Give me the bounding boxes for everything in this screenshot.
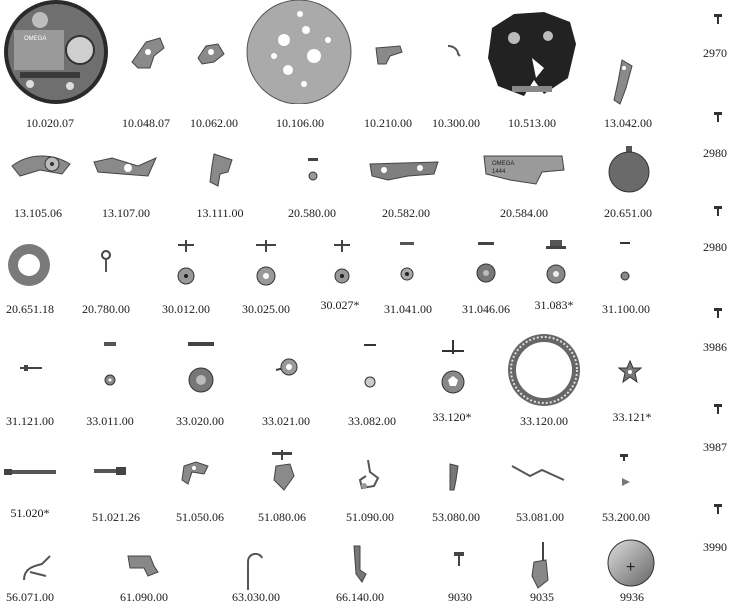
part-66-140-00 — [350, 544, 368, 584]
part-10-062-00 — [196, 40, 226, 66]
side-code: 2980 — [703, 146, 727, 160]
part-53-080-00 — [446, 462, 460, 492]
part-label: 13.111.00 — [196, 206, 244, 220]
part-label: 30.025.00 — [242, 302, 290, 316]
part-31-083 — [544, 238, 568, 286]
part-label: 51.090.00 — [346, 510, 394, 524]
part-31-046-06 — [474, 240, 498, 284]
part-30-027 — [332, 240, 352, 286]
part-30-025-00 — [254, 240, 278, 288]
part-label: 56.071.00 — [6, 590, 54, 604]
part-label: 13.107.00 — [102, 206, 150, 220]
part-label: 20.651.18 — [6, 302, 54, 316]
side-code: 3986 — [703, 340, 727, 354]
part-label: 9030 — [448, 590, 472, 604]
part-label: 10.048.07 — [122, 116, 170, 130]
part-label: 31.041.00 — [384, 302, 432, 316]
part-label: 10.106.00 — [276, 116, 324, 130]
part-label: 53.081.00 — [516, 510, 564, 524]
side-code: 2980 — [703, 240, 727, 254]
part-label: 33.120.00 — [520, 414, 568, 428]
part-label: 10.062.00 — [190, 116, 238, 130]
screw-icon — [714, 14, 722, 24]
part-label: 33.082.00 — [348, 414, 396, 428]
part-label: 33.120* — [432, 410, 472, 424]
part-33-021-00 — [274, 356, 298, 378]
part-label: 33.121* — [612, 410, 652, 424]
part-label: 31.083* — [534, 298, 574, 312]
part-label: 9035 — [530, 590, 554, 604]
part-label: 53.200.00 — [602, 510, 650, 524]
screw-icon — [714, 504, 722, 514]
part-33-020-00 — [186, 340, 216, 394]
part-label: 53.080.00 — [432, 510, 480, 524]
side-code: 3987 — [703, 440, 727, 454]
part-33-011-00 — [102, 340, 118, 388]
part-51-090-00 — [356, 458, 382, 492]
part-9936-battery — [606, 538, 656, 588]
part-10-106-00-mainplate — [244, 0, 354, 104]
part-label: 31.100.00 — [602, 302, 650, 316]
svg-text:1444: 1444 — [492, 169, 506, 175]
part-51-020-stem — [4, 468, 56, 476]
part-label: 51.080.06 — [258, 510, 306, 524]
part-31-100-00 — [618, 240, 632, 284]
part-13-107-00 — [92, 154, 158, 180]
part-label: 20.582.00 — [382, 206, 430, 220]
part-56-071-00-spring — [20, 552, 54, 584]
part-33-082-00 — [362, 340, 378, 390]
part-20-584-00 — [482, 150, 566, 186]
part-63-030-00-wire — [244, 548, 266, 592]
part-label: 10.300.00 — [432, 116, 480, 130]
screw-icon — [714, 404, 722, 414]
part-20-651-18-ring — [6, 242, 52, 288]
part-51-050-06 — [180, 460, 210, 486]
part-53-081-00-spring — [510, 462, 566, 482]
part-13-111-00 — [206, 152, 236, 188]
part-33-121-star — [618, 360, 642, 384]
part-9035 — [528, 540, 552, 590]
side-code: 2970 — [703, 46, 727, 60]
part-61-090-00 — [126, 552, 160, 580]
svg-text:OMEGA: OMEGA — [24, 36, 47, 42]
part-label: 33.021.00 — [262, 414, 310, 428]
part-label: 33.020.00 — [176, 414, 224, 428]
part-51-021-26-stem — [94, 466, 126, 476]
part-20-780-00 — [100, 250, 112, 274]
part-label: 61.090.00 — [120, 590, 168, 604]
part-label: 31.046.06 — [462, 302, 510, 316]
part-10-048-07 — [128, 34, 168, 72]
svg-text:+: + — [626, 559, 636, 576]
side-code: 3990 — [703, 540, 727, 554]
part-20-580-00 — [306, 156, 320, 182]
part-10-210-00 — [374, 44, 404, 66]
part-label: 20.580.00 — [288, 206, 336, 220]
part-51-080-06 — [268, 450, 298, 492]
screw-icon — [714, 206, 722, 216]
part-label: 13.042.00 — [604, 116, 652, 130]
part-33-120-00-ring-gear — [506, 332, 582, 408]
part-10-020-07-movement — [0, 0, 112, 106]
part-label: 30.012.00 — [162, 302, 210, 316]
part-label: 9936 — [620, 590, 644, 604]
part-label: 13.105.06 — [14, 206, 62, 220]
part-9030-screw — [454, 552, 464, 568]
part-label: 10.020.07 — [26, 116, 74, 130]
part-13-042-00 — [612, 58, 634, 106]
part-10-300-00 — [446, 44, 462, 58]
part-label: 51.021.26 — [92, 510, 140, 524]
part-31-121-00 — [20, 364, 42, 372]
part-label: 51.020* — [10, 506, 50, 520]
part-label: 30.027* — [320, 298, 360, 312]
part-label: 20.584.00 — [500, 206, 548, 220]
part-33-120-pinion — [438, 340, 468, 396]
part-label: 66.140.00 — [336, 590, 384, 604]
part-label: 63.030.00 — [232, 590, 280, 604]
part-label: 20.651.00 — [604, 206, 652, 220]
part-31-041-00 — [398, 240, 416, 282]
screw-icon — [714, 112, 722, 122]
part-label: 33.011.00 — [86, 414, 134, 428]
part-20-651-00 — [606, 144, 652, 194]
part-label: 10.513.00 — [508, 116, 556, 130]
part-label: 31.121.00 — [6, 414, 54, 428]
part-label: 10.210.00 — [364, 116, 412, 130]
part-20-582-00 — [368, 158, 440, 182]
svg-text:OMEGA: OMEGA — [492, 161, 515, 167]
part-10-513-00-bridge — [484, 8, 580, 100]
part-53-200-00 — [618, 452, 634, 488]
part-label: 51.050.06 — [176, 510, 224, 524]
part-13-105-06 — [10, 152, 72, 180]
part-label: 20.780.00 — [82, 302, 130, 316]
part-30-012-00 — [176, 240, 196, 286]
screw-icon — [714, 308, 722, 318]
